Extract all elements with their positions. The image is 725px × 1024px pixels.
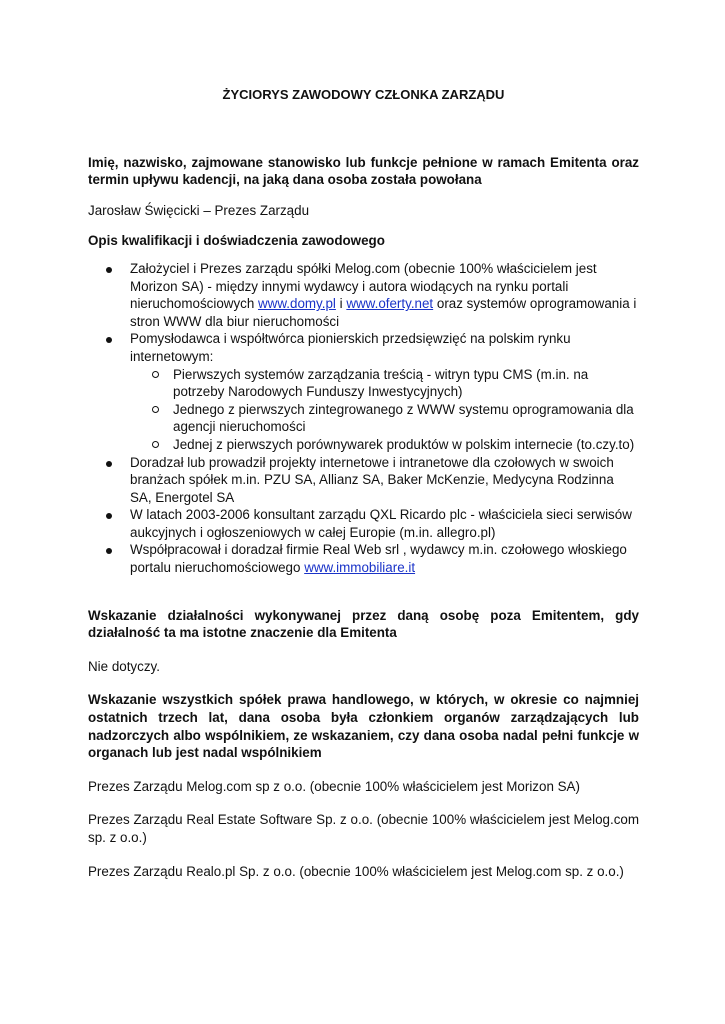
sub-item-text: Pierwszych systemów zarządzania treścią - witryn typu CMS (m.in. na potrzeby Narodowych Funduszy Inwestycyjnych) [173,366,589,400]
section-heading-position: Imię, nazwisko, zajmowane stanowisko lub funkcje pełnione w ramach Emitenta oraz termin upływu kadencji, na jaką dana osoba została powołana [88,154,639,188]
section-heading-outside-activity: Wskazanie działalności wykonywanej przez daną osobę poza Emitentem, gdy działalność ta ma istotne znaczenie dla Emitenta [88,607,639,641]
bullet-text: Założyciel i Prezes zarządu spółki Melog.com (obecnie 100% właścicielem jest Morizon SA) - między innymi wydawcy i autora wiodących na rynku portali nieruchomościowych [130,260,597,312]
bullet-text: Pomysłodawca i współtwórca pionierskich przedsięwzięć na polskim rynku internetowym: [130,331,571,364]
list-item [88,541,639,576]
list-item [88,330,639,453]
sub-item-text: Jednej z pierwszych porównywarek produktów w polskim internecie (to.czy.to) [173,436,635,452]
list-item [88,454,639,507]
circle-bullet-icon [152,371,159,378]
company-entry: Prezes Zarządu Melog.com sp z o.o. (obecnie 100% właścicielem jest Morizon SA) [88,778,580,794]
sub-item-text: Jednego z pierwszych zintegrowanego z WWW systemu oprogramowania dla agencji nieruchomości [173,401,634,435]
list-item [88,260,639,330]
qualifications-list [88,260,639,577]
section-heading-companies: Wskazanie wszystkich spółek prawa handlowego, w których, w okresie co najmniej ostatnich trzech lat, dana osoba była członkiem organów zarządzających lub nadzorczych albo wspólnikiem, ze wskazaniem, czy dana osoba nadal pełni funkcje w organach lub jest nadal wspólnikiem [88,692,639,761]
link-oferty[interactable]: www.oferty.net [346,296,434,312]
bullet-text: Współpracował i doradzał firmie Real Web srl , wydawcy m.in. czołowego włoskiego portalu nieruchomościowego [130,542,627,576]
bullet-icon [106,548,112,554]
list-item [88,506,639,541]
link-domy[interactable]: www.domy.pl [258,296,336,312]
bullet-text: i [335,296,347,312]
bullet-text: W latach 2003-2006 konsultant zarządu QXL Ricardo plc - właściciela sieci serwisów aukcyjnych i ogłoszeniowych w całej Europie (m.in. allegro.pl) [130,507,632,540]
bullet-icon [106,513,112,519]
bullet-icon [106,267,112,273]
sub-list-item [130,436,639,454]
section-heading-qualifications: Opis kwalifikacji i doświadczenia zawodowego [88,233,385,249]
circle-bullet-icon [152,406,159,413]
company-entry: Prezes Zarządu Realo.pl Sp. z o.o. (obecnie 100% właścicielem jest Melog.com sp. z o.o.) [88,863,624,879]
bullet-text: Doradzał lub prowadził projekty internetowe i intranetowe dla czołowych w swoich branżach spółek m.in. PZU SA, Allianz SA, Baker McKenzie, Medycyna Rodzinna SA, Energotel SA [130,454,614,505]
sub-list-item [130,401,639,436]
sub-list [130,366,639,454]
company-entry: Prezes Zarządu Real Estate Software Sp. z o.o. (obecnie 100% właścicielem jest Melog.com sp. z o.o.) [88,812,639,845]
link-immobiliare[interactable]: www.immobiliare.it [304,560,416,576]
bullet-text: oraz systemów oprogramowania i stron WWW dla biur nieruchomości [130,296,637,329]
bullet-icon [106,337,112,343]
outside-activity-value: Nie dotyczy. [88,658,160,674]
document-title: ŻYCIORYS ZAWODOWY CZŁONKA ZARZĄDU [222,87,505,102]
sub-list-item [130,366,639,401]
circle-bullet-icon [152,441,159,448]
person-name-position: Jarosław Święcicki – Prezes Zarządu [88,202,310,218]
bullet-icon [106,461,112,467]
